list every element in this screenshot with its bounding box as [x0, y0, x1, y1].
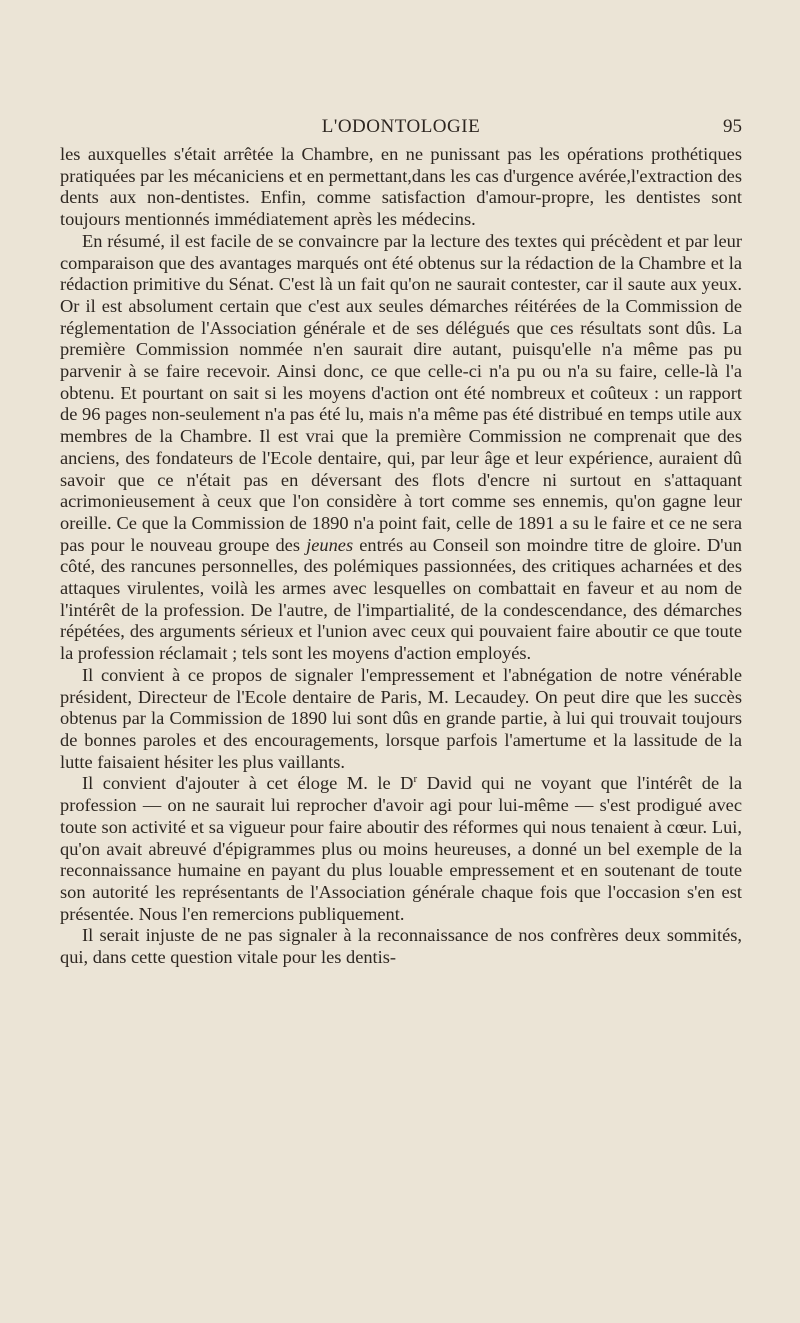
paragraph-1	[60, 144, 742, 231]
paragraph-3	[60, 665, 742, 774]
paragraph-5	[60, 925, 742, 968]
paragraph-4	[60, 773, 742, 925]
page-header	[60, 112, 742, 144]
paragraph-1-text: les auxquelles s'était arrêtée la Chambre, en ne punissant pas les opérations prothétiques pratiquées par les mécaniciens et en permettant,dans les cas d'urgence avérée,l'extraction des dents aux non-dentistes. Enfin, comme satisfaction d'amour-propre, les dentistes sont toujours mentionnés immédiatement après les médecins.	[60, 144, 742, 230]
running-title: L'ODONTOLOGIE	[321, 116, 481, 137]
paragraph-2	[60, 231, 742, 665]
italic-word-jeunes: jeunes	[306, 534, 354, 555]
paragraph-4-text: Il convient d'ajouter à cet éloge M. le D	[82, 773, 414, 794]
book-page	[60, 112, 742, 969]
paragraph-2-text: En résumé, il est facile de se convaincre par la lecture des textes qui précèdent et par leur comparaison que des avantages marqués ont été obtenus sur la rédaction de la Chambre et la rédaction primitive du Sénat. C'est là un fait qu'on ne saurait contester, car il saute aux yeux. Or il est absolument certain que c'est aux seules démarches réitérées de la Commission de réglementation de l'Association générale et de ses délégués que ces résultats sont dûs. La première Commission nommée n'en saurait dire autant, puisqu'elle n'a même pas pu parvenir à se faire recevoir. Ainsi donc, ce que celle-ci n'a pu ou n'a su faire, celle-là l'a obtenu. Et pourtant on sait si les moyens d'action ont été nombreux et coûteux : un rapport de 96 pages non-seulement n'a pas été lu, mais n'a même pas été distribué en temps utile aux membres de la Chambre. Il est vrai que la première Commission ne comprenait que des anciens, des fondateurs de l'Ecole dentaire, qui, par leur âge et leur expérience, auraient dû savoir que ce n'était pas en déversant des flots d'encre ni surtout en s'attaquant acrimonieusement à ceux que l'on considère à tort comme ses ennemis, qu'on gagne leur oreille. Ce que la Commission de 1890 n'a point fait, celle de 1891 a su le faire et ce ne sera pas pour le nouveau groupe des	[60, 230, 742, 555]
paragraph-4-text-after: David qui ne voyant que l'intérêt de la profession — on ne saurait lui reprocher d'avoir agi pour lui-même — s'est prodigué avec toute son activité et sa vigueur pour faire aboutir des réformes qui nous tenaient à cœur. Lui, qu'on avait abreuvé d'épigrammes plus ou moins heureuses, a donné un bel exemple de la reconnaissance humaine en payant du plus louable empressement et en soutenant de toute son autorité les représentants de l'Association générale chaque fois que l'occasion s'en est présentée. Nous l'en remercions publiquement.	[60, 773, 742, 924]
superscript-r: r	[413, 773, 418, 786]
page-number: 95	[723, 116, 742, 137]
body-text	[60, 144, 742, 969]
paragraph-3-text: Il convient à ce propos de signaler l'empressement et l'abnégation de notre vénérable président, Directeur de l'Ecole dentaire de Paris, M. Lecaudey. On peut dire que les succès obtenus par la Commission de 1890 lui sont dûs en grande partie, à lui qui trouvait toujours de bonnes paroles et des encouragements, lorsque parfois l'amertume et la lassitude de la lutte faisaient hésiter les plus vaillants.	[60, 664, 742, 772]
paragraph-5-text: Il serait injuste de ne pas signaler à la reconnaissance de nos confrères deux sommités, qui, dans cette question vitale pour les dentis-	[60, 925, 742, 968]
paragraph-2-text-after: entrés au Conseil son moindre titre de gloire. D'un côté, des rancunes personnelles, des polémiques passionnées, des critiques acharnées et des attaques virulentes, voilà les armes avec lesquelles on combattait en faveur et au nom de l'intérêt de la profession. De l'autre, de l'impartialité, de la condescendance, des démarches répétées, des arguments sérieux et l'union avec ceux qui pouvaient faire aboutir ce que toute la profession réclamait ; tels sont les moyens d'action employés.	[60, 534, 743, 664]
